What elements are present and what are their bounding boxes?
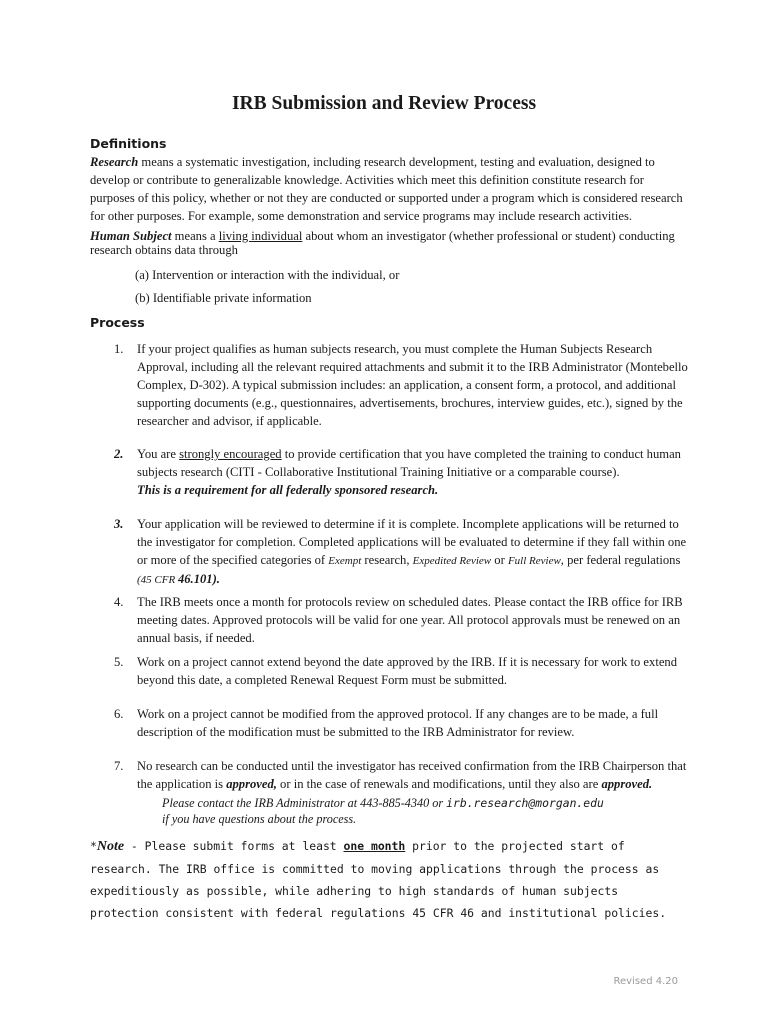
item-text-post: to provide certification that you have completed the training to conduct human subjects research (CITI - Collaborative Institutional Training Initiative or a comparable course). (137, 447, 681, 479)
item-text-mid: or in the case of renewals and modifications, until they also are (276, 777, 602, 791)
note-text-post: prior to the projected start of research. The IRB office is committed to moving applications through the process as expeditiously as possible, while adhering to high standards of human subjects protection consistent with federal regulations 45 CFR 46 and institutional policies. (90, 839, 667, 920)
item-text-or: or (491, 553, 508, 567)
item-number: 6. (114, 707, 124, 721)
definition-sub-a: (a) Intervention or interaction with the individual, or (135, 268, 400, 282)
approved-text-1: approved, (226, 777, 277, 791)
item-text-pre: No research can be conducted until the investigator has received confirmation from the IRB Chairperson that the application is (137, 759, 687, 791)
note-asterisk: * (90, 839, 97, 853)
human-subject-text-pre: means a (171, 229, 219, 243)
revised-date: Revised 4.20 (613, 976, 678, 987)
item-text-mid: research, (361, 553, 413, 567)
federal-requirement-text: This is a requirement for all federally sponsored research. (137, 483, 439, 497)
item-text-pre: Your application will be reviewed to determine if it is complete. Incomplete applications will be returned to the investigator for completion. Completed applications will be evaluated to determine if they fall within one or more of the specified categories of (137, 517, 687, 567)
contact-line-1 (162, 795, 604, 811)
submission-note (90, 835, 690, 924)
item-text: If your project qualifies as human subjects research, you must complete the Human Subjects Research Approval, including all the relevant required attachments and submit it to the IRB Administrator (Montebello Complex, D-302). A typical submission includes: an application, a consent form, a protocol, and additional supporting documents (e.g., questionnaires, advertisements, brochures, interview guides, etc.), signed by the researcher and advisor, if applicable. (137, 342, 688, 428)
item-number: 1. (114, 342, 124, 356)
human-subject-term: Human Subject (90, 229, 172, 243)
item-text: The IRB meets once a month for protocols review on scheduled dates. Please contact the IRB office for IRB meeting dates. Approved protocols will be valid for one year. All protocol approvals must be renewed on an annual basis, if needed. (137, 595, 683, 645)
full-review-text: Full Review (507, 555, 561, 567)
cfr-open-text: (45 CFR (137, 574, 178, 586)
human-subject-definition (90, 229, 690, 257)
research-definition-text: means a systematic investigation, including research development, testing and evaluation, designed to develop or contribute to generalizable knowledge. Activities which meet this definition constitute research for purposes of this policy, whether or not they are conducted or supported under a program which is considered research for other purposes. For example, some demonstration and service programs may include research activities. (90, 155, 683, 223)
page-title: IRB Submission and Review Process (231, 93, 537, 114)
item-text: Work on a project cannot be modified from the approved protocol. If any changes are to be made, a full description of the modification must be submitted to the IRB Administrator for review. (137, 707, 659, 739)
contact-line-2: if you have questions about the process. (162, 812, 357, 826)
item-text (137, 515, 690, 589)
definition-sub-b: (b) Identifiable private information (135, 291, 312, 305)
strongly-encouraged-text: strongly encouraged (179, 447, 282, 461)
human-subject-text-post: about whom an investigator (whether professional or student) conducting research obtains data through (90, 229, 675, 257)
research-definition (90, 153, 690, 225)
exempt-text: Exempt (328, 555, 362, 567)
definitions-heading: Definitions (90, 136, 167, 151)
contact-text: Please contact the IRB Administrator at 443-885-4340 or (162, 796, 447, 810)
item-text-pre: You are (137, 447, 180, 461)
approved-text-2: approved. (601, 777, 653, 791)
item-text-mid2: , per federal regulations (560, 553, 681, 567)
item-number: 5. (114, 655, 124, 669)
cfr-number-text: 46.101). (177, 572, 220, 586)
expedited-review-text: Expedited Review (412, 555, 492, 567)
process-heading: Process (90, 315, 145, 330)
research-term: Research (90, 155, 139, 169)
item-number: 7. (114, 759, 124, 773)
one-month-text: one month (343, 839, 406, 853)
item-number: 2. (114, 447, 124, 461)
living-individual-text: living individual (218, 229, 303, 243)
note-text-pre: - Please submit forms at least (124, 839, 344, 853)
item-text (137, 757, 690, 793)
contact-email-link[interactable]: irb.research@morgan.edu (446, 796, 604, 810)
item-text (137, 445, 690, 499)
note-label: Note (96, 839, 125, 854)
item-number: 3. (114, 517, 124, 531)
item-text: Work on a project cannot extend beyond the date approved by the IRB. If it is necessary for work to extend beyond this date, a completed Renewal Request Form must be submitted. (137, 655, 677, 687)
item-number: 4. (114, 595, 124, 609)
